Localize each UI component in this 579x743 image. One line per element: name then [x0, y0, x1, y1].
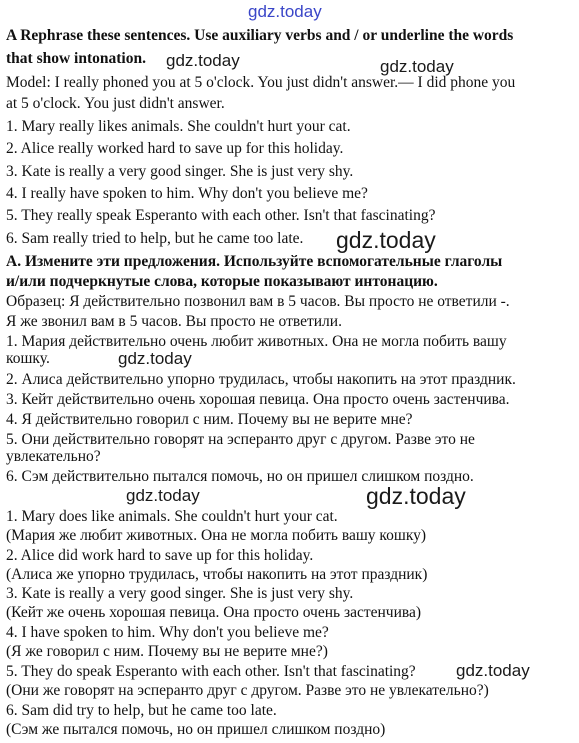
russian-item: 1. Мария действительно очень любит животных. Она не могла побить вашу	[6, 333, 507, 350]
russian-item: 5. Они действительно говорят на эсперанто друг с другом. Разве это не	[6, 431, 475, 448]
english-item: 6. Sam really tried to help, but he came too late.	[6, 230, 304, 247]
english-task-heading: A Rephrase these sentences. Use auxiliary verbs and / or underline the words	[6, 27, 514, 44]
answer-translation: (Я же говорил с ним. Почему вы не верите мне?)	[6, 643, 328, 660]
russian-item: 2. Алиса действительно упорно трудилась, чтобы накопить на этот праздник.	[6, 371, 516, 388]
russian-task-heading: А. Измените эти предложения. Используйте вспомогательные глаголы	[6, 253, 503, 270]
answer-line: 3. Kate is really a very good singer. She is just very shy.	[6, 585, 354, 602]
answer-line: 5. They do speak Esperanto with each other. Isn't that fascinating?	[6, 663, 416, 680]
english-item: 3. Kate is really a very good singer. She is just very shy.	[6, 163, 354, 180]
english-item: 1. Mary really likes animals. She couldn't hurt your cat.	[6, 118, 351, 135]
english-item: 2. Alice really worked hard to save up for this holiday.	[6, 140, 344, 157]
russian-item: 6. Сэм действительно пытался помочь, но он пришел слишком поздно.	[6, 468, 474, 485]
russian-item: 4. Я действительно говорил с ним. Почему вы не верите мне?	[6, 411, 413, 428]
answer-line: 1. Mary does like animals. She couldn't hurt your cat.	[6, 508, 338, 525]
answer-line: 6. Sam did try to help, but he came too late.	[6, 702, 277, 719]
answer-translation: (Алиса же упорно трудилась, чтобы накопить на этот праздник)	[6, 566, 428, 583]
answer-translation: (Кейт же очень хорошая певица. Она просто очень застенчива)	[6, 604, 422, 621]
russian-item: увлекательно?	[6, 448, 101, 465]
russian-model-line: Я же звонил вам в 5 часов. Вы просто не ответили.	[6, 313, 342, 330]
russian-item: 3. Кейт действительно очень хорошая певица. Она просто очень застенчива.	[6, 391, 510, 408]
watermark-text: gdz.today	[380, 57, 454, 76]
watermark-text: gdz.today	[366, 483, 466, 509]
answer-translation: (Они же говорят на эсперанто друг с другом. Разве это не увлекательно?)	[6, 682, 489, 699]
english-model-line: at 5 o'clock. You just didn't answer.	[6, 95, 225, 112]
russian-task-heading-cont: и/или подчеркнутые слова, которые показывают интонацию.	[6, 273, 438, 290]
watermark-text: gdz.today	[126, 486, 200, 505]
english-model-line: Model: I really phoned you at 5 o'clock. You just didn't answer.— I did phone you	[6, 74, 516, 91]
russian-model-line: Образец: Я действительно позвонил вам в 5 часов. Вы просто не ответили -.	[6, 293, 510, 310]
watermark-text: gdz.today	[456, 661, 530, 680]
english-task-heading-cont: that show intonation.	[6, 50, 146, 67]
answer-line: 4. I have spoken to him. Why don't you believe me?	[6, 624, 329, 641]
watermark-text: gdz.today	[166, 51, 240, 70]
english-item: 5. They really speak Esperanto with each other. Isn't that fascinating?	[6, 207, 436, 224]
answer-translation: (Мария же любит животных. Она не могла побить вашу кошку)	[6, 527, 427, 544]
answer-line: 2. Alice did work hard to save up for this holiday.	[6, 547, 314, 564]
russian-item: кошку.	[6, 350, 50, 367]
watermark-text: gdz.today	[336, 227, 436, 253]
watermark-text: gdz.today	[118, 349, 192, 368]
watermark-text: gdz.today	[248, 2, 322, 21]
english-item: 4. I really have spoken to him. Why don't you believe me?	[6, 185, 368, 202]
answer-translation: (Сэм же пытался помочь, но он пришел слишком поздно)	[6, 721, 386, 738]
